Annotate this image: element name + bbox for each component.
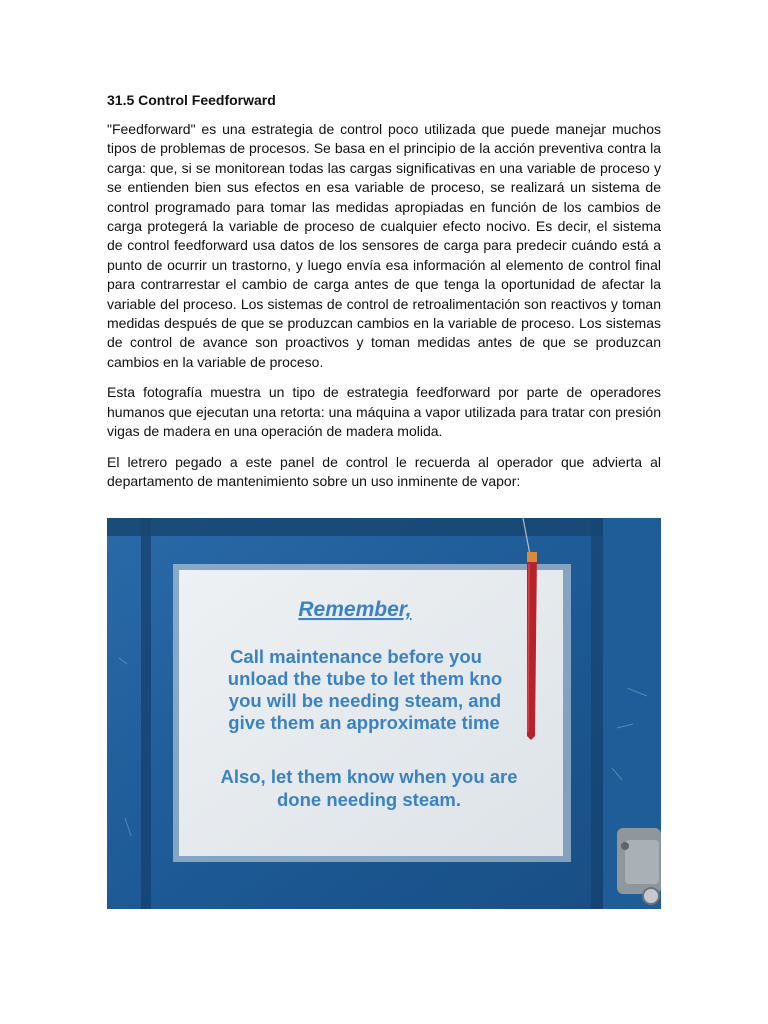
door-latch (617, 828, 661, 904)
sign-line-3: you will be needing steam, and (228, 690, 502, 711)
panel-top-edge (107, 518, 661, 536)
paragraph-photo-description: Esta fotografía muestra un tipo de estrategia feedforward por parte de operadores humanos que ejecutan una retorta: una máquina a vapor utilizada para tratar con presión vigas de madera en una operación de madera molida. (107, 384, 661, 440)
sign-heading: Remember, (298, 598, 412, 621)
sign-line-6: done needing steam. (276, 789, 462, 810)
sign-line-5: Also, let them know when you are (220, 766, 518, 787)
paragraph-feedforward-definition: "Feedforward" es una estrategia de control poco utilizada que puede manejar muchos tipos de problemas de procesos. Se basa en el principio de la acción preventiva contra la carga: que, si se monitorean todas las cargas significativas en una variable de proceso y se entienden bien sus efectos en esa variable de proceso, se realizará un sistema de control programado para tomar las medidas apropiadas en función de los cambios de carga protegerá la variable de proceso de cualquier efecto nocivo. Es decir, el sistema de control feedforward usa datos de los sensores de carga para predecir cuándo está a punto de ocurrir un trastorno, y luego envía esa información al elemento de control final para contrarrestar el cambio de carga antes de que tenga la oportunidad de afectar la variable del proceso. Los sistemas de control de retroalimentación son reactivos y toman medidas después de que se produzcan cambios en la variable de proceso. Los sistemas de control de avance son proactivos y toman medidas antes de que se produzcan cambios en la variable de proceso. (107, 121, 661, 370)
sign-line-2: unload the tube to let them kno (227, 668, 503, 689)
sign-line-1: Call maintenance before you (230, 646, 482, 667)
panel-left-seam (141, 518, 151, 909)
document-page (107, 90, 661, 502)
panel-right-seam (591, 518, 603, 909)
section-title: 31.5 Control Feedforward (107, 92, 276, 108)
control-panel-photo (107, 518, 661, 909)
sign-line-4: give them an approximate time (228, 712, 500, 733)
paragraph-sign-intro: El letrero pegado a este panel de control le recuerda al operador que advierta al departamento de mantenimiento sobre un uso inminente de vapor: (107, 453, 661, 489)
